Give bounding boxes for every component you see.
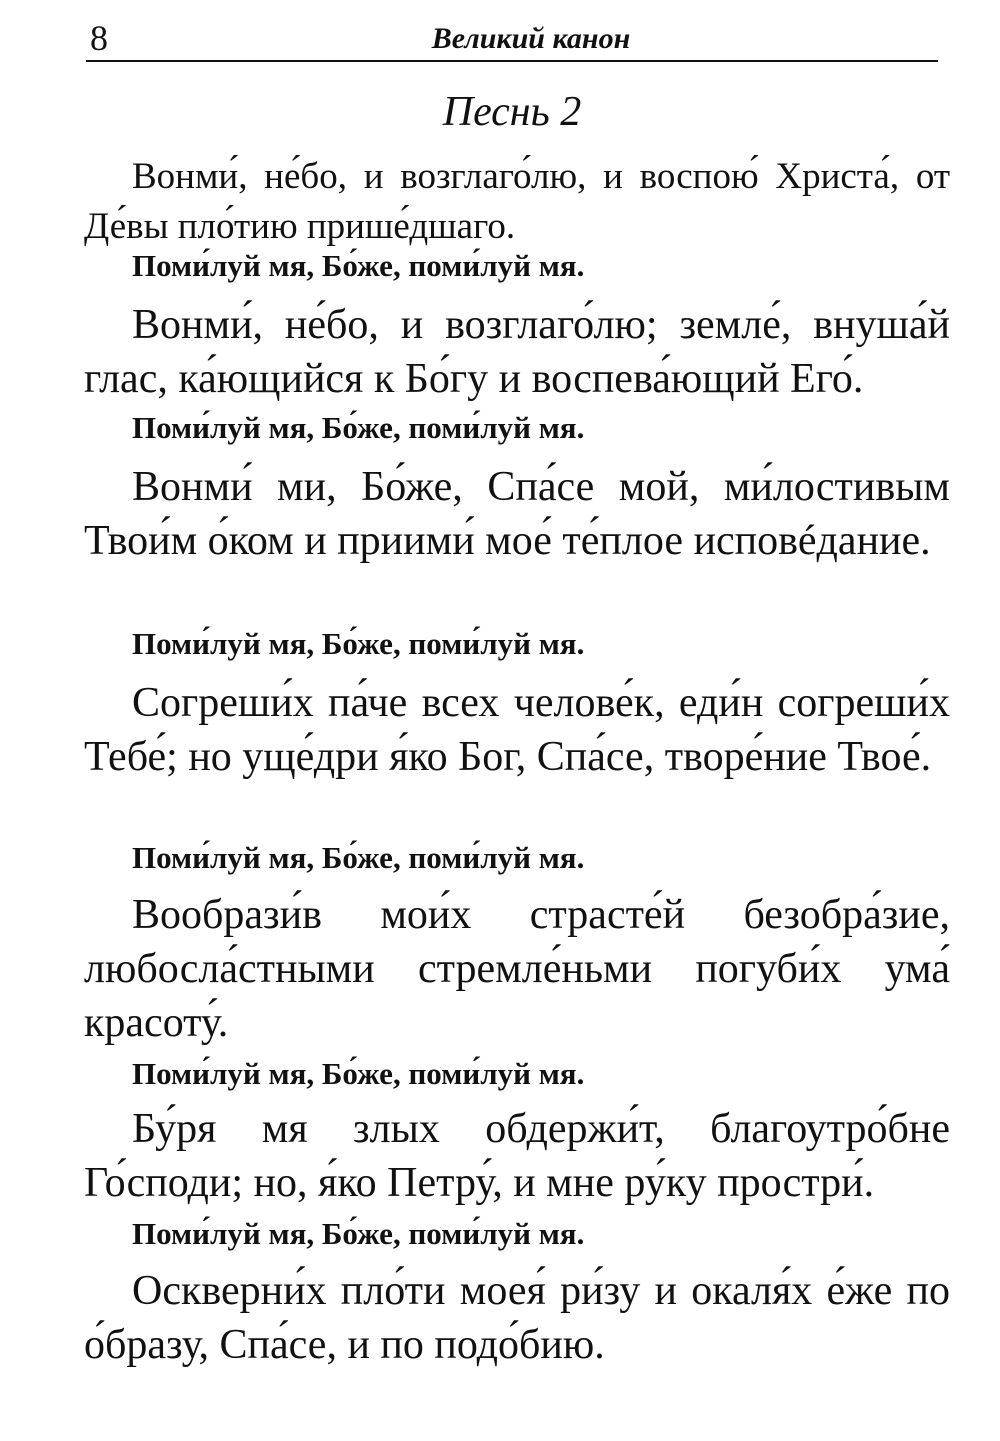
refrain-line: Поми́луй мя, Бо́же, поми́луй мя.: [132, 1056, 585, 1091]
verse-paragraph: Бу́ря мя злых обдержи́т, благоутро́бне Го́споди; но, я́ко Петру́, и мне ру́ку простри́.: [84, 1106, 950, 1206]
page-number: 8: [90, 18, 108, 58]
refrain-line: Поми́луй мя, Бо́же, поми́луй мя.: [132, 840, 585, 875]
refrain-line: Поми́луй мя, Бо́же, поми́луй мя.: [132, 626, 585, 661]
running-title: Великий канон: [431, 22, 631, 55]
verse-paragraph: Оскверни́х пло́ти моея́ ри́зу и окаля́х е́же по о́бразу, Спа́се, и по подо́бию.: [84, 1268, 950, 1368]
verse-paragraph: Вообрази́в мои́х страсте́й безобра́зие, любосла́стными стремле́ньми погуби́х ума́ красоту́.: [84, 892, 950, 1046]
verse-paragraph: Согреши́х па́че всех челове́к, еди́н согреши́х Тебе́; но уще́дри я́ко Бог, Спа́се, творе́ние Твое́.: [84, 680, 950, 780]
refrain-line: Поми́луй мя, Бо́же, поми́луй мя.: [132, 410, 585, 445]
verse-paragraph: Вонми́, не́бо, и возглаго́лю, и воспою́ Христа́, от Де́вы пло́тию прише́дшаго.: [84, 156, 950, 247]
page-header: [86, 6, 938, 62]
refrain-line: Поми́луй мя, Бо́же, поми́луй мя.: [132, 1216, 585, 1251]
refrain-line: Поми́луй мя, Бо́же, поми́луй мя.: [132, 248, 585, 283]
verse-paragraph: Вонми́, не́бо, и возглаго́лю; земле́, внуша́й глас, ка́ющийся к Бо́гу и воспева́ющий Его́.: [84, 302, 950, 402]
verse-paragraph: Вонми́ ми, Бо́же, Спа́се мой, ми́лостивым Твои́м о́ком и приими́ мое́ те́плое исповéдание.: [84, 464, 950, 564]
section-title: Песнь 2: [442, 89, 582, 135]
